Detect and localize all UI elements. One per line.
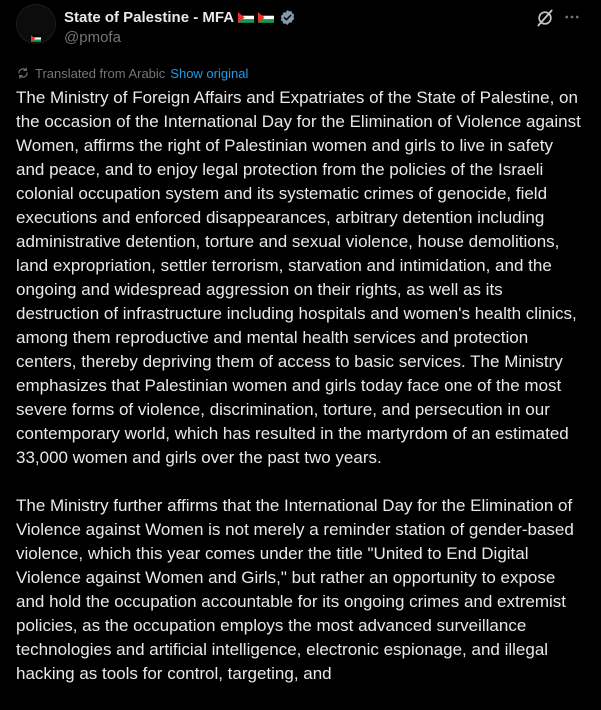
palestine-flag-icon [31,35,41,42]
translate-icon [16,66,30,80]
grok-icon[interactable] [535,8,555,28]
translation-bar [16,64,248,82]
show-original-link[interactable]: Show original [170,65,249,81]
author-name-row[interactable] [64,7,296,27]
post-text [16,86,584,710]
more-options-icon[interactable] [563,8,581,26]
post-paragraph: The Ministry further affirms that the International Day for the Elimination of Violence against Women is not merely a reminder station of gender-based violence, which this year comes under the title "United to End Digital Violence against Women and Girls," but rather an opportunity to expose and hold the occupation accountable for its ongoing crimes and extremist policies, as the occupation employs the most advanced surveillance technologies and artificial intelligence, electronic espionage, and illegal hacking as tools for control, targeting, and [16,496,574,683]
palestine-flag-icon [258,12,274,23]
verified-badge-icon[interactable] [279,9,296,26]
author-handle[interactable]: @pmofa [64,29,121,46]
avatar[interactable] [16,4,56,44]
display-name[interactable]: State of Palestine - MFA [64,8,235,26]
post-paragraph: The Ministry of Foreign Affairs and Expatriates of the State of Palestine, on the occasion of the International Day for the Elimination of Violence against Women, affirms the right of Palestinian women and girls to live in safety and peace, and to enjoy legal protection from the policies of the Israeli colonial occupation system and its systematic crimes of genocide, field executions and enforced disappearances, arbitrary detention including administrative detention, torture and sexual violence, house demolitions, land expropriation, settler terrorism, starvation and intimidation, and the ongoing and widespread aggression on their rights, as well as its destruction of infrastructure including hospitals and women's health clinics, among them reproductive and mental health services and protection centers, thereby depriving them of access to basic services. The Ministry emphasizes that Palestinian women and girls today face one of the most severe forms of violence, discrimination, torture, and persecution in our contemporary world, which has resulted in the martyrdom of an estimated 33,000 women and girls over the past two years. [16,88,581,467]
palestine-flag-icon [238,12,254,23]
translation-note: Translated from Arabic [35,65,166,81]
